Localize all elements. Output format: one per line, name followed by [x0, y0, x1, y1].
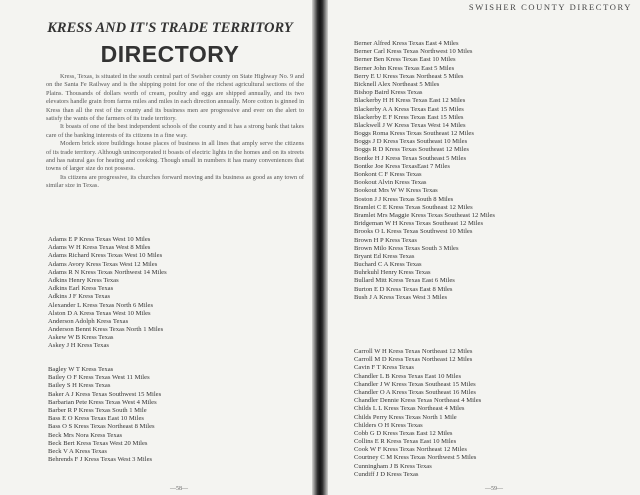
- directory-entry: Childs Perry Kress Texas North 1 Mile: [354, 413, 457, 421]
- page-number: —59—: [485, 486, 503, 492]
- left-page: [0, 0, 318, 495]
- directory-entry: Bontke H J Kress Texas Southeast 5 Miles: [354, 154, 467, 162]
- directory-entry: Bailey O F Kress Texas West 11 Miles: [48, 374, 150, 382]
- directory-entry: Beck V A Kress Texas: [48, 447, 107, 455]
- directory-entry: Behrends F J Kress Texas West 3 Miles: [48, 456, 153, 464]
- directory-entry: Bagley W T Kress Texas: [48, 366, 114, 373]
- directory-entry: Berner Carl Kress Texas Northwest 10 Miles: [354, 48, 473, 56]
- directory-entry: Bramlet Mrs Maggie Kress Texas Southeast 12 Miles: [354, 211, 495, 219]
- directory-entry: Askew W B Kress Texas: [48, 334, 114, 342]
- directory-list-b: [48, 366, 161, 464]
- directory-entry: Berner John Kress Texas East 5 Miles: [354, 64, 455, 72]
- directory-entry: Carroll W H Kress Texas Northeast 12 Miles: [354, 348, 473, 355]
- directory-entry: Berner Alfred Kress Texas East 4 Miles: [354, 40, 459, 47]
- directory-entry: Adams W H Kress Texas West 8 Miles: [48, 244, 151, 252]
- directory-entry: Barbarian Pete Kress Texas West 4 Miles: [48, 398, 157, 406]
- directory-list-d: [354, 348, 481, 479]
- directory-entry: Adams R N Kress Texas Northwest 14 Miles: [48, 268, 167, 276]
- directory-entry: Alston D A Kress Texas West 10 Miles: [48, 309, 151, 317]
- directory-entry: Boggs J D Kress Texas Southeast 10 Miles: [354, 138, 468, 146]
- directory-entry: Adkins J F Kress Texas: [48, 293, 111, 301]
- directory-entry: Chandler L B Kress Texas East 10 Miles: [354, 372, 462, 380]
- directory-entry: Berry E U Kress Texas Northeast 5 Miles: [354, 72, 464, 80]
- directory-entry: Bishop Baird Kress Texas: [354, 89, 423, 97]
- directory-entry: Cobb G D Kress Texas East 12 Miles: [354, 429, 453, 437]
- directory-entry: Blackerby H H Kress Texas East 12 Miles: [354, 97, 466, 105]
- directory-entry: Cundiff J D Kress Texas: [354, 470, 419, 478]
- right-page: [322, 0, 640, 495]
- directory-entry: Adams Richard Kress Texas West 10 Miles: [48, 252, 163, 260]
- directory-entry: Barber R P Kress Texas South 1 Mile: [48, 406, 147, 414]
- directory-entry: Bass E O Kress Texas East 10 Miles: [48, 415, 144, 423]
- directory-entry: Bonkont C F Kress Texas: [354, 171, 422, 178]
- directory-entry: Brown H P Kress Texas: [354, 236, 417, 244]
- directory-entry: Anderson Adolph Kress Texas: [48, 317, 129, 325]
- directory-entry: Buchard C A Kress Texas: [354, 261, 422, 269]
- directory-entry: Bicknell Alex Northeast 5 Miles: [354, 80, 440, 88]
- page-number: —58—: [170, 486, 188, 492]
- page-title-directory: DIRECTORY: [100, 41, 240, 67]
- directory-entry: Bryant Ed Kress Texas: [354, 252, 415, 260]
- running-head: SWISHER COUNTY DIRECTORY: [468, 2, 632, 12]
- directory-entry: Adkins Henry Kress Texas: [48, 276, 119, 284]
- book-gutter: [312, 0, 328, 495]
- directory-list-a: [48, 236, 167, 351]
- directory-entry: Boston J J Kress Texas South 8 Miles: [354, 195, 454, 203]
- directory-entry: Childers O H Kress Texas: [354, 421, 423, 429]
- directory-list-c: [354, 40, 495, 302]
- directory-entry: Blackerby A A Kress Texas East 15 Miles: [354, 105, 464, 113]
- directory-entry: Collins E R Kress Texas East 10 Miles: [354, 438, 457, 446]
- directory-entry: Bullard Mitt Kress Texas East 6 Miles: [354, 277, 455, 285]
- directory-entry: Anderson Bennt Kress Texas North 1 Miles: [48, 326, 164, 334]
- directory-entry: Bontke Joe Kress TexasEast 7 Miles: [354, 162, 450, 170]
- directory-entry: Carroll M D Kress Texas Northeast 12 Miles: [354, 356, 473, 364]
- directory-entry: Berner Ben Kress Texas East 10 Miles: [354, 56, 456, 64]
- directory-entry: Bush J A Kress Texas West 3 Miles: [354, 293, 448, 301]
- directory-entry: Chandler J W Kress Texas Southeast 15 Miles: [354, 380, 476, 388]
- directory-entry: Adkins Earl Kress Texas: [48, 285, 114, 293]
- directory-entry: Cook W F Kress Texas Northeast 12 Miles: [354, 446, 467, 454]
- page-title: KRESS AND IT'S TRADE TERRITORY: [47, 20, 293, 36]
- directory-entry: Bass O S Kress Texas Northeast 8 Miles: [48, 423, 155, 431]
- intro-text: [46, 73, 304, 191]
- directory-entry: Cavin F T Kress Texas: [354, 364, 414, 372]
- directory-entry: Askey J H Kress Texas: [48, 342, 109, 350]
- directory-entry: Blackwell J W Kress Texas West 14 Miles: [354, 121, 466, 129]
- directory-entry: Bookout Mrs W W Kress Texas: [354, 187, 438, 195]
- directory-entry: Alexander L Kress Texas North 6 Miles: [48, 301, 154, 309]
- directory-entry: Brown Milo Kress Texas South 3 Miles: [354, 244, 459, 252]
- directory-entry: Blackerby E F Kress Texas East 15 Miles: [354, 113, 464, 121]
- directory-entry: Boggs R D Kress Texas Southeast 12 Miles: [354, 146, 469, 154]
- directory-entry: Bridgeman W H Kress Texas Southeast 12 Miles: [354, 220, 484, 228]
- directory-entry: Buhrkuhl Henry Kress Texas: [354, 269, 431, 277]
- intro-paragraph: It boasts of one of the best independent schools of the county and it has a strong bank that takes care of the banking interests of its citizens in a fine way.: [46, 123, 304, 139]
- directory-entry: Chandler O A Kress Texas Southeast 16 Miles: [354, 388, 476, 396]
- intro-paragraph: Modern brick store buildings house places of business in all lines that amply serve the citizens of its trade territory. Although unincorporated it boasts of electric lights in the homes and on its streets and has natural gas for heating and cooking. Though small in numbers it has many conveniences that towns of larger size do not possess.: [46, 140, 304, 173]
- directory-entry: Beck Bert Kress Texas West 20 Miles: [48, 439, 148, 447]
- directory-entry: Cunningham J B Kress Texas: [354, 462, 432, 470]
- directory-entry: Bramlet C E Kress Texas Southeast 12 Miles: [354, 203, 473, 211]
- directory-entry: Adams Avory Kress Texas West 12 Miles: [48, 260, 158, 268]
- directory-entry: Chandler Dennie Kress Texas Northeast 4 Miles: [354, 397, 482, 405]
- directory-entry: Boggs Roma Kress Texas Southeast 12 Miles: [354, 130, 474, 138]
- directory-entry: Adams E P Kress Texas West 10 Miles: [48, 236, 151, 243]
- intro-paragraph: Kress, Texas, is situated in the south central part of Swisher county on State Highway No. 9 and on the Santa Fe Railway and is the shipping point for one of the richest agricultural sections of the Plains. Thousands of dollars worth of cream, poultry and eggs are shipped annually, and its two elevators handle grain from farms miles and miles in each direction annually. More cotton is ginned in Kress than all the rest of the county and its business men are progressive and ever on the alert to satisfy the wants of the farmers of its trade territory.: [46, 73, 304, 123]
- intro-paragraph: Its citizens are progressive, its churches forward moving and its business as good as any town of similar size in Texas.: [46, 173, 304, 190]
- directory-entry: Burton E D Kress Texas East 8 Miles: [354, 285, 453, 293]
- directory-entry: Bookout Alvin Kress Texas: [354, 179, 427, 187]
- directory-entry: Bailey S H Kress Texas: [48, 382, 111, 390]
- directory-entry: Brooks O L Kress Texas Southwest 10 Miles: [354, 228, 473, 236]
- directory-entry: Courtney C M Kress Texas Northwest 5 Miles: [354, 454, 477, 462]
- directory-entry: Baker A J Kress Texas Southwest 15 Miles: [48, 390, 162, 398]
- directory-entry: Beck Mrs Nora Kress Texas: [48, 431, 123, 439]
- directory-entry: Childs L L Kress Texas Northeast 4 Miles: [354, 405, 465, 413]
